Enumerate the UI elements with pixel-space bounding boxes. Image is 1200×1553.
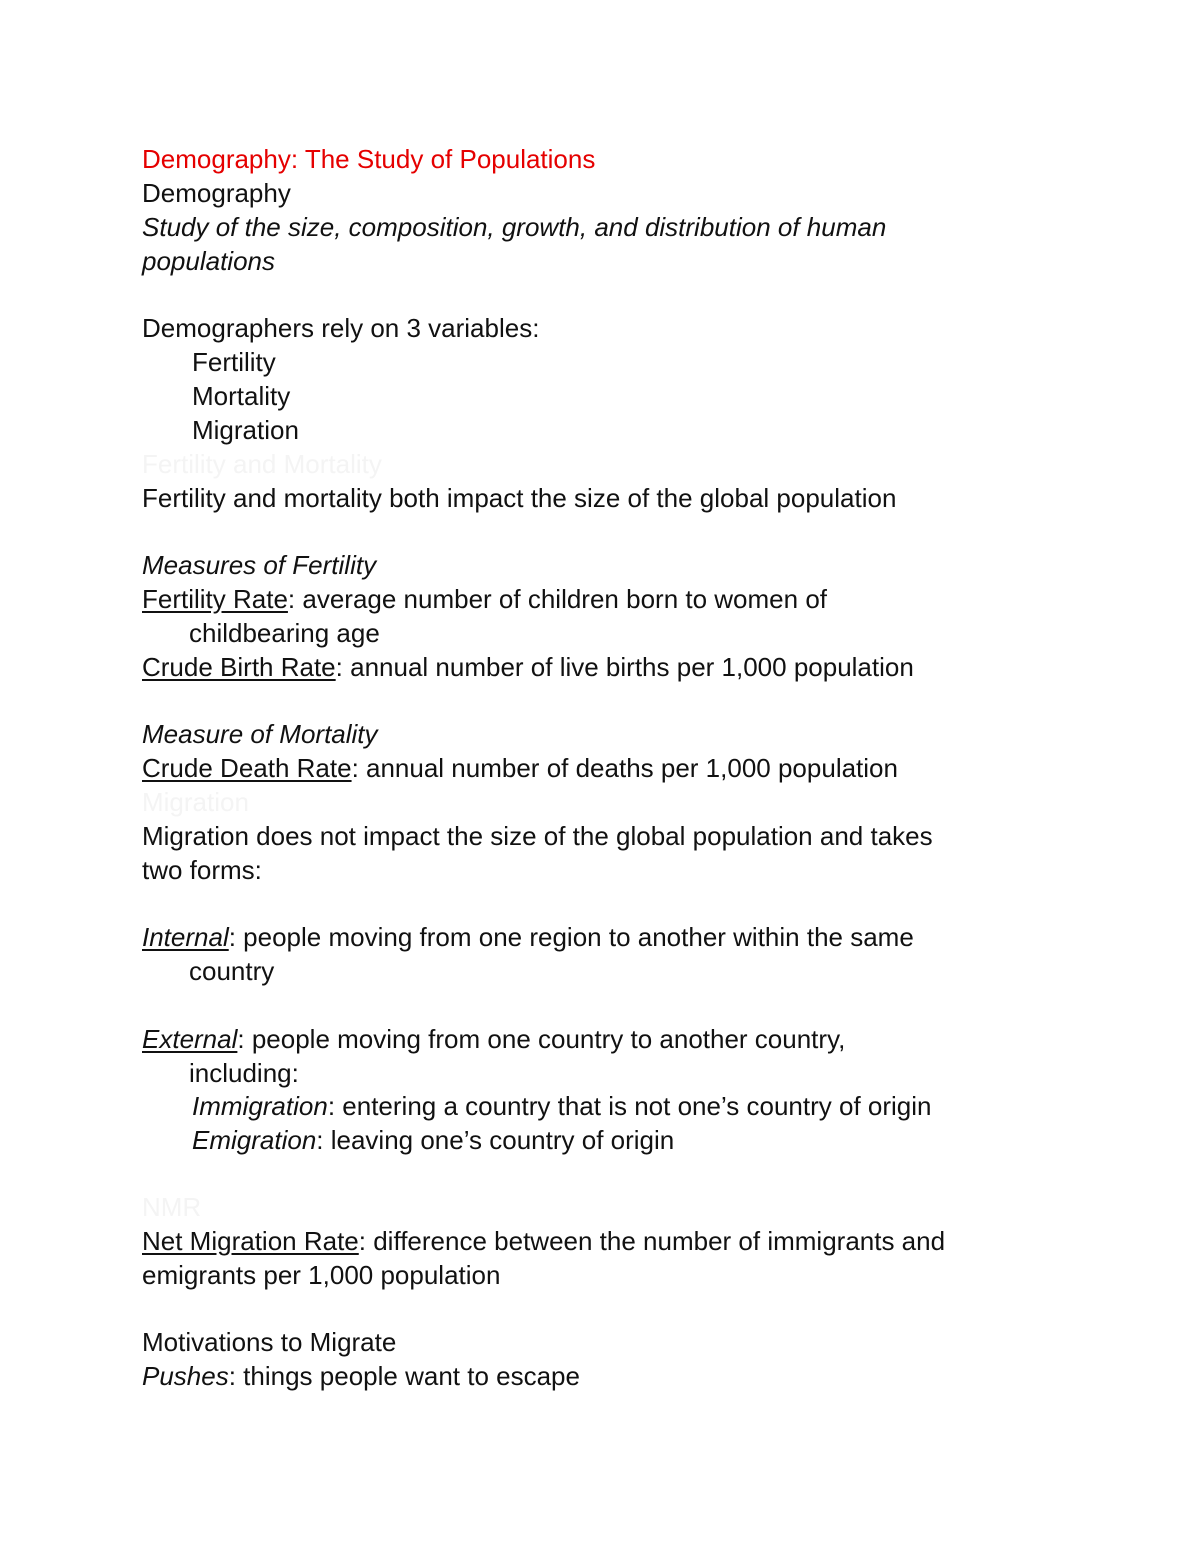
external-def-cont: including: — [189, 1058, 299, 1088]
variables-intro: Demographers rely on 3 variables: — [142, 313, 540, 343]
crude-death-rate-term: Crude Death Rate — [142, 753, 352, 783]
internal-def-cont: country — [189, 956, 275, 986]
internal-migration-line — [142, 920, 914, 954]
migration-intro-line-2: two forms: — [142, 855, 262, 885]
fertility-measures-heading: Measures of Fertility — [142, 550, 377, 580]
external-term: External — [142, 1024, 238, 1054]
internal-def: : people moving from one region to another within the same — [228, 922, 914, 952]
definition-text-line-1: Study of the size, composition, growth, and distribution of human — [142, 212, 887, 242]
fertility-rate-term: Fertility Rate — [142, 584, 288, 614]
emigration-def: : leaving one’s country of origin — [316, 1125, 675, 1155]
net-migration-term: Net Migration Rate — [142, 1226, 359, 1256]
net-migration-line — [142, 1224, 945, 1258]
external-migration-line — [142, 1022, 845, 1056]
immigration-line — [192, 1089, 931, 1123]
pushes-def: : things people want to escape — [228, 1361, 580, 1391]
variable-item: Mortality — [192, 381, 291, 411]
mortality-measures-heading: Measure of Mortality — [142, 719, 378, 749]
migration-intro-line-1: Migration does not impact the size of the global population and takes — [142, 821, 933, 851]
fertility-mortality-text: Fertility and mortality both impact the size of the global population — [142, 483, 897, 513]
crude-death-rate-def: : annual number of deaths per 1,000 population — [351, 753, 898, 783]
faint-heading: Fertility and Mortality — [142, 449, 382, 479]
crude-birth-rate-line — [142, 650, 914, 684]
internal-term: Internal — [142, 922, 229, 952]
faint-heading: NMR — [142, 1192, 202, 1222]
variable-item: Migration — [192, 415, 299, 445]
net-migration-def-cont: emigrants per 1,000 population — [142, 1260, 501, 1290]
crude-birth-rate-def: : annual number of live births per 1,000 population — [335, 652, 914, 682]
motivations-heading: Motivations to Migrate — [142, 1327, 397, 1357]
fertility-rate-line — [142, 582, 827, 616]
document-title: Demography: The Study of Populations — [142, 144, 596, 174]
net-migration-def: : difference between the number of immigrants and — [358, 1226, 946, 1256]
fertility-rate-def-cont: childbearing age — [189, 618, 380, 648]
faint-heading: Migration — [142, 787, 249, 817]
definition-text-line-2: populations — [142, 246, 275, 276]
immigration-def: : entering a country that is not one’s country of origin — [327, 1091, 932, 1121]
emigration-term: Emigration — [192, 1125, 317, 1155]
definition-term: Demography — [142, 178, 291, 208]
crude-birth-rate-term: Crude Birth Rate — [142, 652, 336, 682]
pushes-term: Pushes — [142, 1361, 229, 1391]
fertility-rate-def: : average number of children born to women of — [287, 584, 828, 614]
emigration-line — [192, 1123, 674, 1157]
external-def: : people moving from one country to another country, — [237, 1024, 846, 1054]
pushes-line — [142, 1359, 580, 1393]
immigration-term: Immigration — [192, 1091, 328, 1121]
crude-death-rate-line — [142, 751, 898, 785]
variable-item: Fertility — [192, 347, 276, 377]
